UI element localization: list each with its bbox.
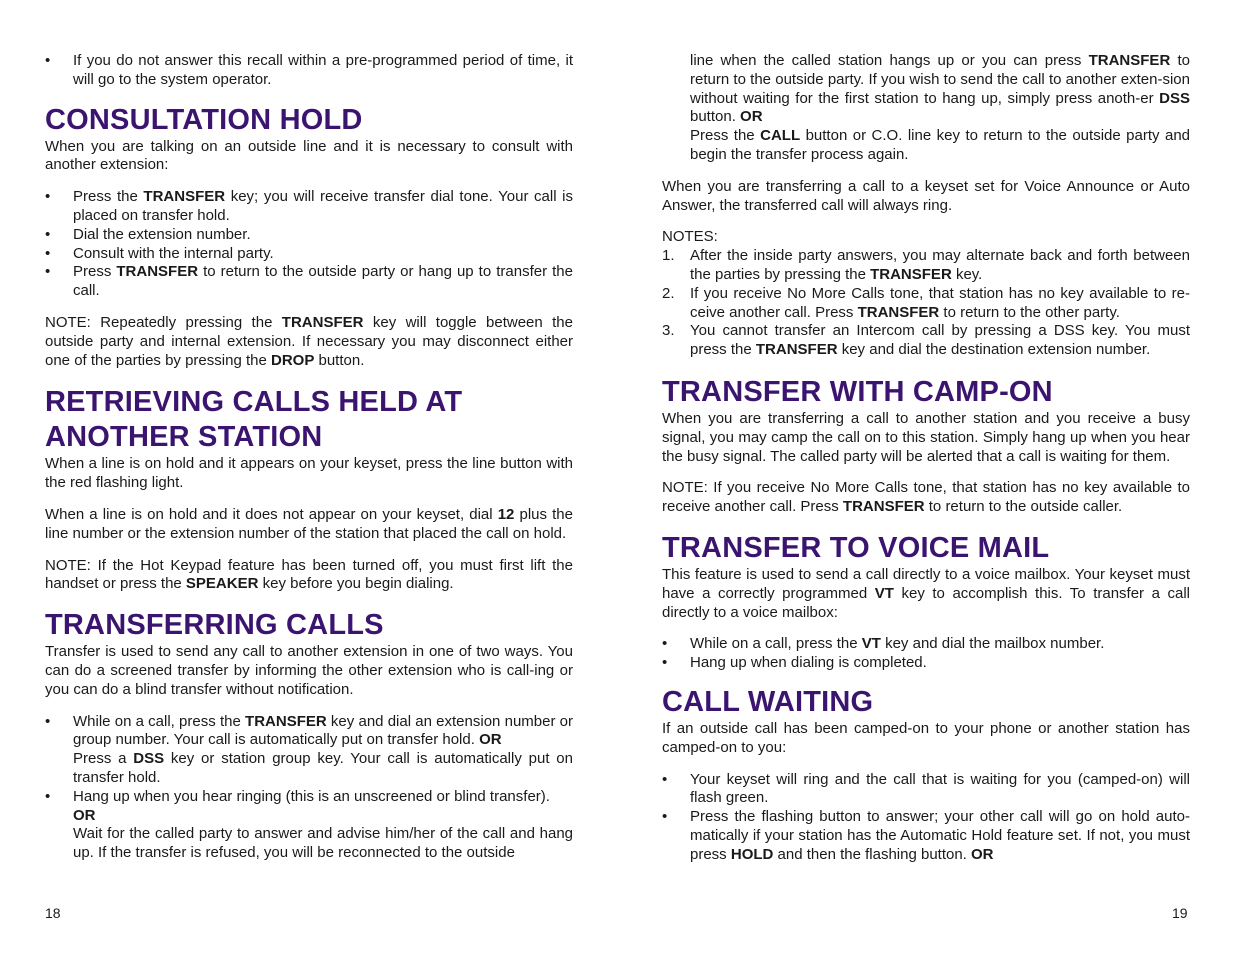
list-item: • Press the TRANSFER key; you will receive transfer dial tone. Your call is placed on transfer hold. (45, 188, 573, 226)
list-item: • Hang up when dialing is completed. (662, 654, 1190, 673)
note-paragraph: NOTE: If the Hot Keypad feature has been turned off, you must first lift the handset or press the SPEAKER key before you begin dialing. (45, 556, 573, 593)
paragraph: Transfer is used to send any call to another extension in one of two ways. You can do a screened transfer by informing the other extension who is call-ing or you can do a blind transfer without notification. (45, 643, 573, 698)
paragraph: When you are transferring a call to a keyset set for Voice Announce or Auto Answer, the transferred call will always ring. (662, 177, 1190, 214)
list-item: • Hang up when you hear ringing (this is an unscreened or blind transfer). OR Wait for the called party to answer and advise him/her of the call and hang up. If the transfer is refused, you will be reconnected to the outside (45, 788, 573, 863)
paragraph: When a line is on hold and it does not appear on your keyset, dial 12 plus the line number or the extension number of the station that placed the call on hold. (45, 505, 573, 542)
list-item: • While on a call, press the VT key and dial the mailbox number. (662, 635, 1190, 654)
section-title-transferring-calls: TRANSFERRING CALLS (45, 609, 384, 642)
section-title-consultation-hold: CONSULTATION HOLD (45, 103, 363, 136)
list-item: • If you do not answer this recall within a pre-programmed period of time, it will go to the system operator. (45, 52, 573, 90)
list-item: • While on a call, press the TRANSFER key and dial an extension number or group number. Your call is automatically put on transfer hold. OR Press a DSS key or station group key. Your call is automatically put on transfer hold. (45, 713, 573, 788)
list-item: • Press the flashing button to answer; your other call will go on hold auto-matically if your station has the Automatic Hold feature set. If not, you must press HOLD and then the flashing button. OR (662, 808, 1190, 864)
numbered-list (662, 247, 1190, 360)
paragraph: When a line is on hold and it appears on your keyset, press the line button with the red flashing light. (45, 455, 573, 492)
list-item: • Press TRANSFER to return to the outside party or hang up to transfer the call. (45, 263, 573, 301)
recall-bullet-list (45, 52, 573, 90)
bullet-list (662, 635, 1190, 673)
section-title-retrieving-calls: RETRIEVING CALLS HELD AT ANOTHER STATION (45, 386, 463, 454)
note-paragraph: NOTE: Repeatedly pressing the TRANSFER key will toggle between the outside party and internal extension. If necessary you may disconnect either one of the parties by pressing the DROP button. (45, 313, 573, 369)
paragraph: When you are talking on an outside line and it is necessary to consult with another extension: (45, 137, 573, 174)
list-item: • Dial the extension number. (45, 226, 573, 245)
paragraph: If an outside call has been camped-on to your phone or another station has camped-on to you: (662, 719, 1190, 756)
bullet-list (45, 713, 573, 863)
section-title-transfer-camp-on: TRANSFER WITH CAMP-ON (662, 375, 1053, 408)
paragraph: When you are transferring a call to another station and you receive a busy signal, you may camp the call on to this station. Simply hang up when you hear the busy signal. The called party will be alerted that a call is waiting for them. (662, 409, 1190, 465)
right-page (662, 0, 1190, 865)
list-item: 3. You cannot transfer an Intercom call by pressing a DSS key. You must press the TRANSFER key and dial the destination extension number. (662, 322, 1190, 359)
bullet-list (662, 771, 1190, 865)
section-title-call-waiting: CALL WAITING (662, 685, 874, 718)
list-item: 2. If you receive No More Calls tone, that station has no key available to re-ceive another call. Press TRANSFER to return to the other party. (662, 284, 1190, 321)
continued-bullet: line when the called station hangs up or you can press TRANSFER to return to the outside party. If you wish to send the call to another exten-sion without waiting for the first station to hang up, simply press anoth-er DSS button. OR Press the CALL button or C.O. line key to return to the outside party and begin the transfer process again. (690, 52, 1190, 163)
note-paragraph: NOTE: If you receive No More Calls tone, that station has no key available to receive another call. Press TRANSFER to return to the outside caller. (662, 479, 1190, 516)
section-title-transfer-voice-mail: TRANSFER TO VOICE MAIL (662, 531, 1050, 564)
list-item: • Your keyset will ring and the call that is waiting for you (camped-on) will flash green. (662, 771, 1190, 809)
page-number-right: 19 (1172, 905, 1188, 921)
page-number-left: 18 (45, 905, 61, 921)
paragraph: This feature is used to send a call directly to a voice mailbox. Your keyset must have a correctly programmed VT key to accomplish this. To transfer a call directly to a voice mailbox: (662, 565, 1190, 621)
left-page (45, 0, 573, 863)
list-item: • Consult with the internal party. (45, 245, 573, 264)
bullet-list (45, 188, 573, 301)
list-item: 1. After the inside party answers, you may alternate back and forth between the parties by pressing the TRANSFER key. (662, 247, 1190, 283)
notes-label: NOTES: (662, 228, 718, 246)
